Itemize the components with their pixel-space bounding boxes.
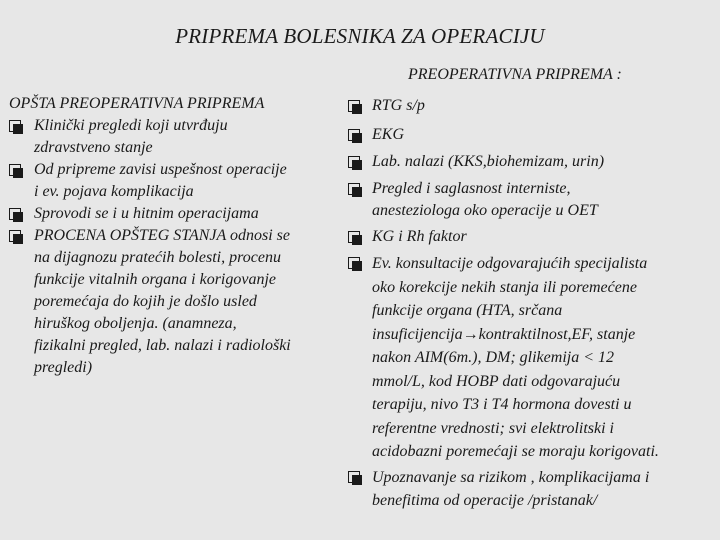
list-item [348,252,716,464]
list-item-text: Od pripreme zavisi uspešnost operacije i ev. pojava komplikacija [34,161,287,200]
checkbox-bullet-icon [348,129,360,141]
left-column-heading: OPŠTA PREOPERATIVNA PRIPREMA [9,95,265,112]
checkbox-bullet-icon [9,208,21,220]
checkbox-bullet-icon [348,183,360,195]
right-column [348,95,716,513]
checkbox-bullet-icon [9,164,21,176]
checkbox-bullet-icon [348,100,360,112]
checkbox-bullet-icon [9,120,21,132]
list-item [9,225,349,379]
page-title: PRIPREMA BOLESNIKA ZA OPERACIJU [175,24,545,48]
list-item-text: KG i Rh faktor [372,228,467,245]
checkbox-bullet-icon [348,257,360,269]
list-item [9,115,349,159]
list-item-text: Ev. konsultacije odgovarajućih specijalista oko korekcije nekih stanja ili poremećene funkcije organa (HTA, srčana insuficijencija→kontraktilnost,EF, stanje nakon AIM(6m.), DM; glikemija < 12 mmol/L, kod HOBP dati odgovarajuću terapiju, nivo T3 i T4 hormona dovesti u referentne vrednosti; svi elektrolitski i acidobazni poremećaji se moraju korigovati. [372,255,659,460]
list-item [348,466,716,513]
list-item [9,159,349,203]
list-item [348,151,716,173]
checkbox-bullet-icon [348,471,360,483]
list-item [348,124,716,146]
list-item-text: Klinički pregledi koji utvrđuju zdravstveno stanje [34,117,228,156]
checkbox-bullet-icon [348,231,360,243]
list-item [348,178,716,222]
list-item-text: RTG s/p [372,97,425,114]
list-item [348,95,716,117]
list-item [348,226,716,248]
right-column-heading: PREOPERATIVNA PRIPREMA : [408,66,622,83]
list-item-text: Sprovodi se i u hitnim operacijama [34,205,259,222]
checkbox-bullet-icon [348,156,360,168]
checkbox-bullet-icon [9,230,21,242]
list-item-text: Lab. nalazi (KKS,biohemizam, urin) [372,153,605,170]
list-item [9,203,349,225]
list-item-text: Pregled i saglasnost interniste, anesteziologa oko operacije u OET [372,180,598,219]
list-item-text: Upoznavanje sa rizikom , komplikacijama i benefitima od operacije /pristanak/ [372,468,650,509]
list-item-text: PROCENA OPŠTEG STANJA odnosi se na dijagnozu pratećih bolesti, procenu funkcije vitalnih organa i korigovanje poremećaja do kojih je došlo usled hiruškog oboljenja. (anamneza, fizikalni pregled, lab. nalazi i radiološki pregledi) [34,227,291,376]
left-column [9,93,349,379]
list-item-text: EKG [372,126,404,143]
